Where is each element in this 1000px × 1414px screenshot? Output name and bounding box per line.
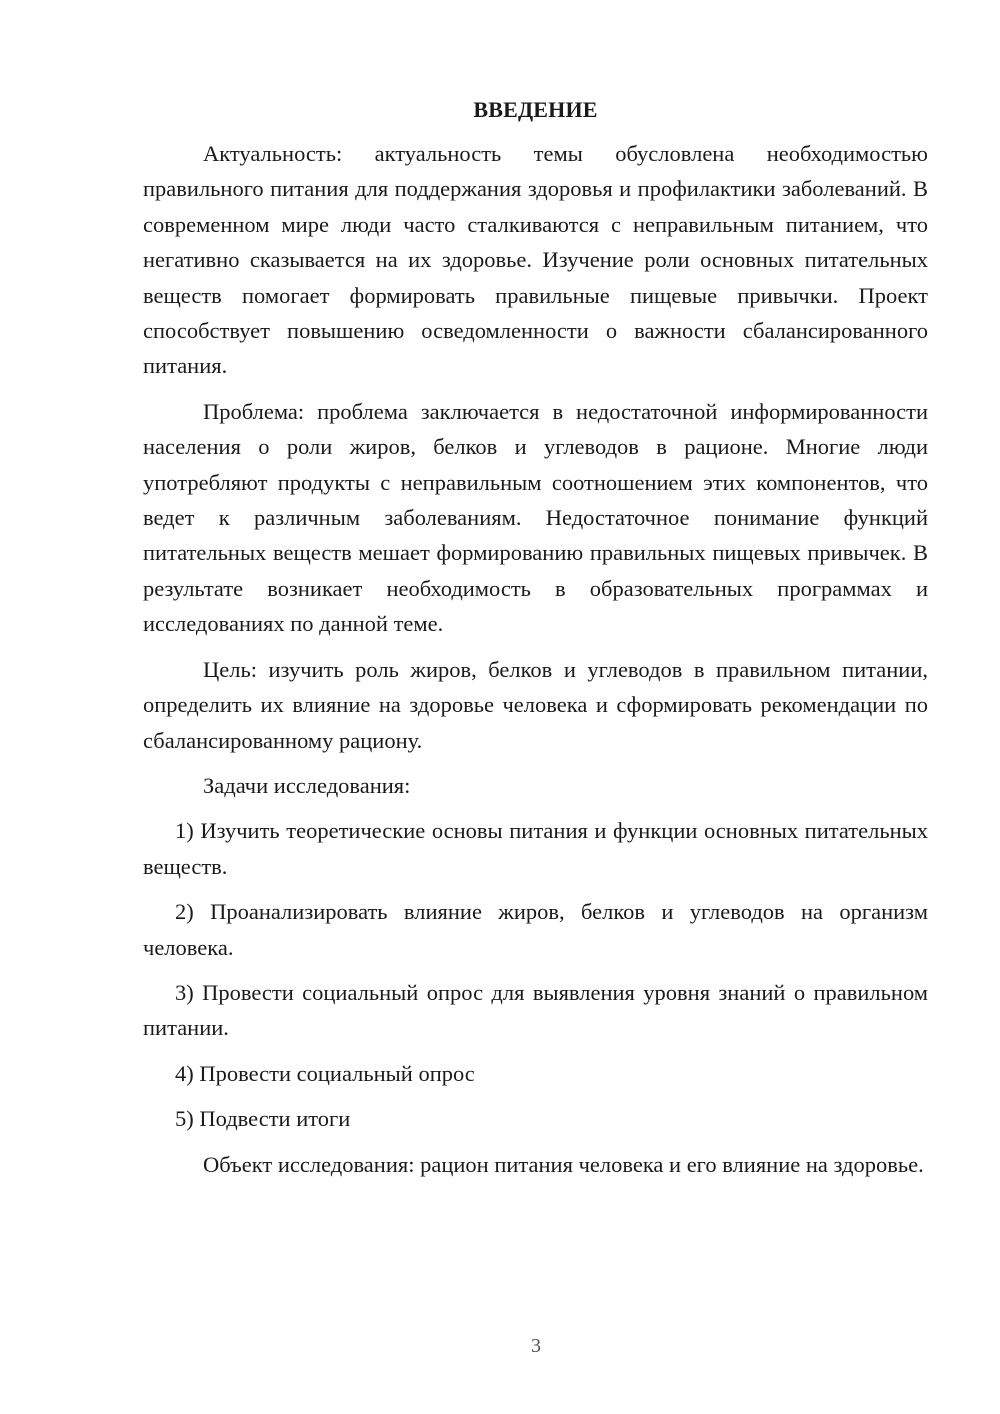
section-title: ВВЕДЕНИЕ <box>473 97 598 122</box>
page-number: 3 <box>531 1335 541 1357</box>
task-item-5: 5) Подвести итоги <box>175 1106 351 1132</box>
problem-paragraph: Проблема: проблема заключается в недостаточной информированности населения о роли жиров, белков и углеводов в рационе. Многие люди употребляют продукты с неправильным соотношением этих компонентов, что ведет к различным заболеваниям. Недостаточное понимание функций питательных веществ мешает формированию правильных пищевых привычек. В результате возникает необходимость в образовательных программах и исследованиях по данной теме. <box>143 398 928 637</box>
tasks-heading: Задачи исследования: <box>203 772 411 798</box>
task-item-3: 3) Провести социальный опрос для выявления уровня знаний о правильном питании. <box>143 979 928 1041</box>
page-content <box>143 94 928 1192</box>
task-item-4: 4) Провести социальный опрос <box>175 1060 475 1086</box>
goal-paragraph: Цель: изучить роль жиров, белков и углеводов в правильном питании, определить их влияние на здоровье человека и сформировать рекомендации по сбалансированному рациону. <box>143 656 928 753</box>
task-item-1: 1) Изучить теоретические основы питания и функции основных питательных веществ. <box>143 818 928 879</box>
research-object-paragraph: Объект исследования: рацион питания человека и его влияние на здоровье. <box>203 1151 924 1177</box>
task-item-2: 2) Проанализировать влияние жиров, белков и углеводов на организм человека. <box>143 899 928 960</box>
relevance-paragraph: Актуальность: актуальность темы обусловлена необходимостью правильного питания для поддержания здоровья и профилактики заболеваний. В современном мире люди часто сталкиваются с неправильным питанием, что негативно сказывается на их здоровье. Изучение роли основных питательных веществ помогает формировать правильные пищевые привычки. Проект способствует повышению осведомленности о важности сбалансированного питания. <box>143 141 928 379</box>
